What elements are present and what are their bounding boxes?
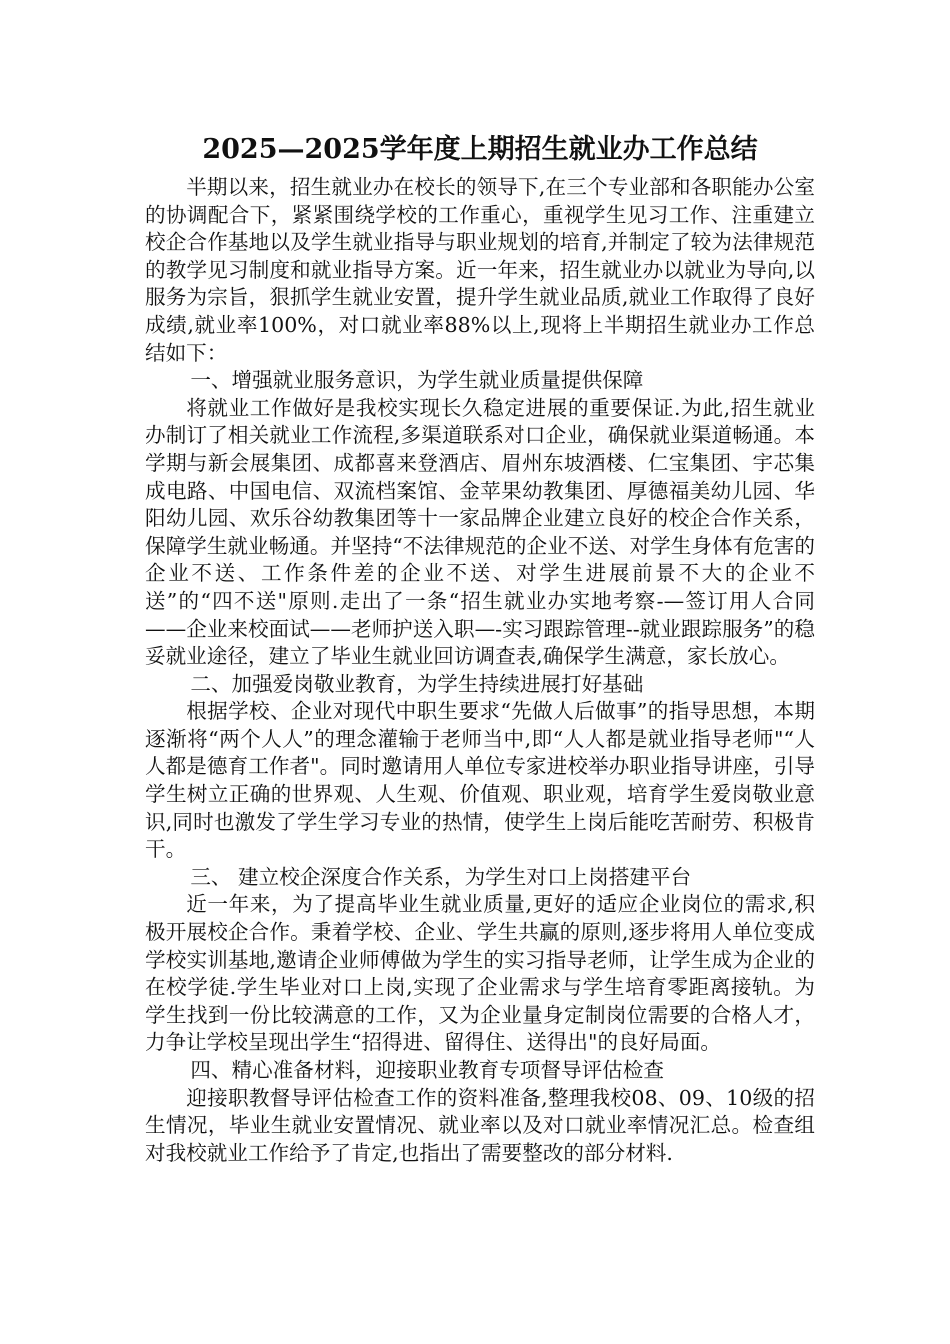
section-3-body: 近一年来，为了提高毕业生就业质量,更好的适应企业岗位的需求,积极开展校企合作。秉着学校、企业、学生共赢的原则,逐步将用人单位变成学校实训基地,邀请企业师傅做为学生的实习指导老师，让学生成为企业的在校学徒.学生毕业对口上岗,实现了企业需求与学生培育零距离接轨。为学生找到一份比较满意的工作，又为企业量身定制岗位需要的合格人才，力争让学校呈现出学生“招得进、留得住、送得出"的良好局面。 — [145, 892, 815, 1055]
document-title: 2025—2025学年度上期招生就业办工作总结 — [202, 134, 758, 165]
section-1-heading: 一、增强就业服务意识，为学生就业质量提供保障 — [190, 368, 644, 393]
intro-paragraph: 半期以来，招生就业办在校长的领导下,在三个专业部和各职能办公室的协调配合下，紧紧围绕学校的工作重心，重视学生见习工作、注重建立校企合作基地以及学生就业指导与职业规划的培育,并制定了较为法律规范的教学见习制度和就业指导方案。近一年来，招生就业办以就业为导向,以服务为宗旨，狠抓学生就业安置，提升学生就业品质,就业工作取得了良好成绩,就业率100%，对口就业率88%以上,现将上半期招生就业办工作总结如下： — [145, 175, 815, 365]
section-1-body: 将就业工作做好是我校实现长久稳定进展的重要保证.为此,招生就业办制订了相关就业工作流程,多渠道联系对口企业，确保就业渠道畅通。本学期与新会展集团、成都喜来登酒店、眉州东坡酒楼、仁宝集团、宇芯集成电路、中国电信、双流档案馆、金苹果幼教集团、厚德福美幼儿园、华阳幼儿园、欢乐谷幼教集团等十一家品牌企业建立良好的校企合作关系，保障学生就业畅通。并坚持“不法律规范的企业不送、对学生身体有危害的企业不送、工作条件差的企业不送、对学生进展前景不大的企业不送”的“四不送"原则.走出了一条“招生就业办实地考察-—签订用人合同——企业来校面试——老师护送入职—-实习跟踪管理--就业跟踪服务”的稳妥就业途径，建立了毕业生就业回访调查表,确保学生满意，家长放心。 — [145, 395, 815, 669]
section-4-body: 迎接职教督导评估检查工作的资料准备,整理我校08、09、10级的招生情况，毕业生就业安置情况、就业率以及对口就业率情况汇总。检查组对我校就业工作给予了肯定,也指出了需要整改的部分材料. — [145, 1085, 815, 1165]
document-body — [145, 128, 815, 1167]
section-2-body: 根据学校、企业对现代中职生要求“先做人后做事”的指导思想，本期逐渐将“两个人人”的理念灌输于老师当中,即“人人都是就业指导老师"“人人都是德育工作者"。同时邀请用人单位专家进校举办职业指导讲座，引导学生树立正确的世界观、人生观、价值观、职业观，培育学生爱岗敬业意识,同时也激发了学生学习专业的热情，使学生上岗后能吃苦耐劳、积极肯干。 — [145, 699, 815, 862]
section-3-heading: 三、 建立校企深度合作关系，为学生对口上岗搭建平台 — [190, 864, 692, 889]
section-2-heading: 二、加强爱岗敬业教育，为学生持续进展打好基础 — [190, 671, 644, 696]
section-4-heading: 四、精心准备材料，迎接职业教育专项督导评估检查 — [190, 1058, 664, 1082]
